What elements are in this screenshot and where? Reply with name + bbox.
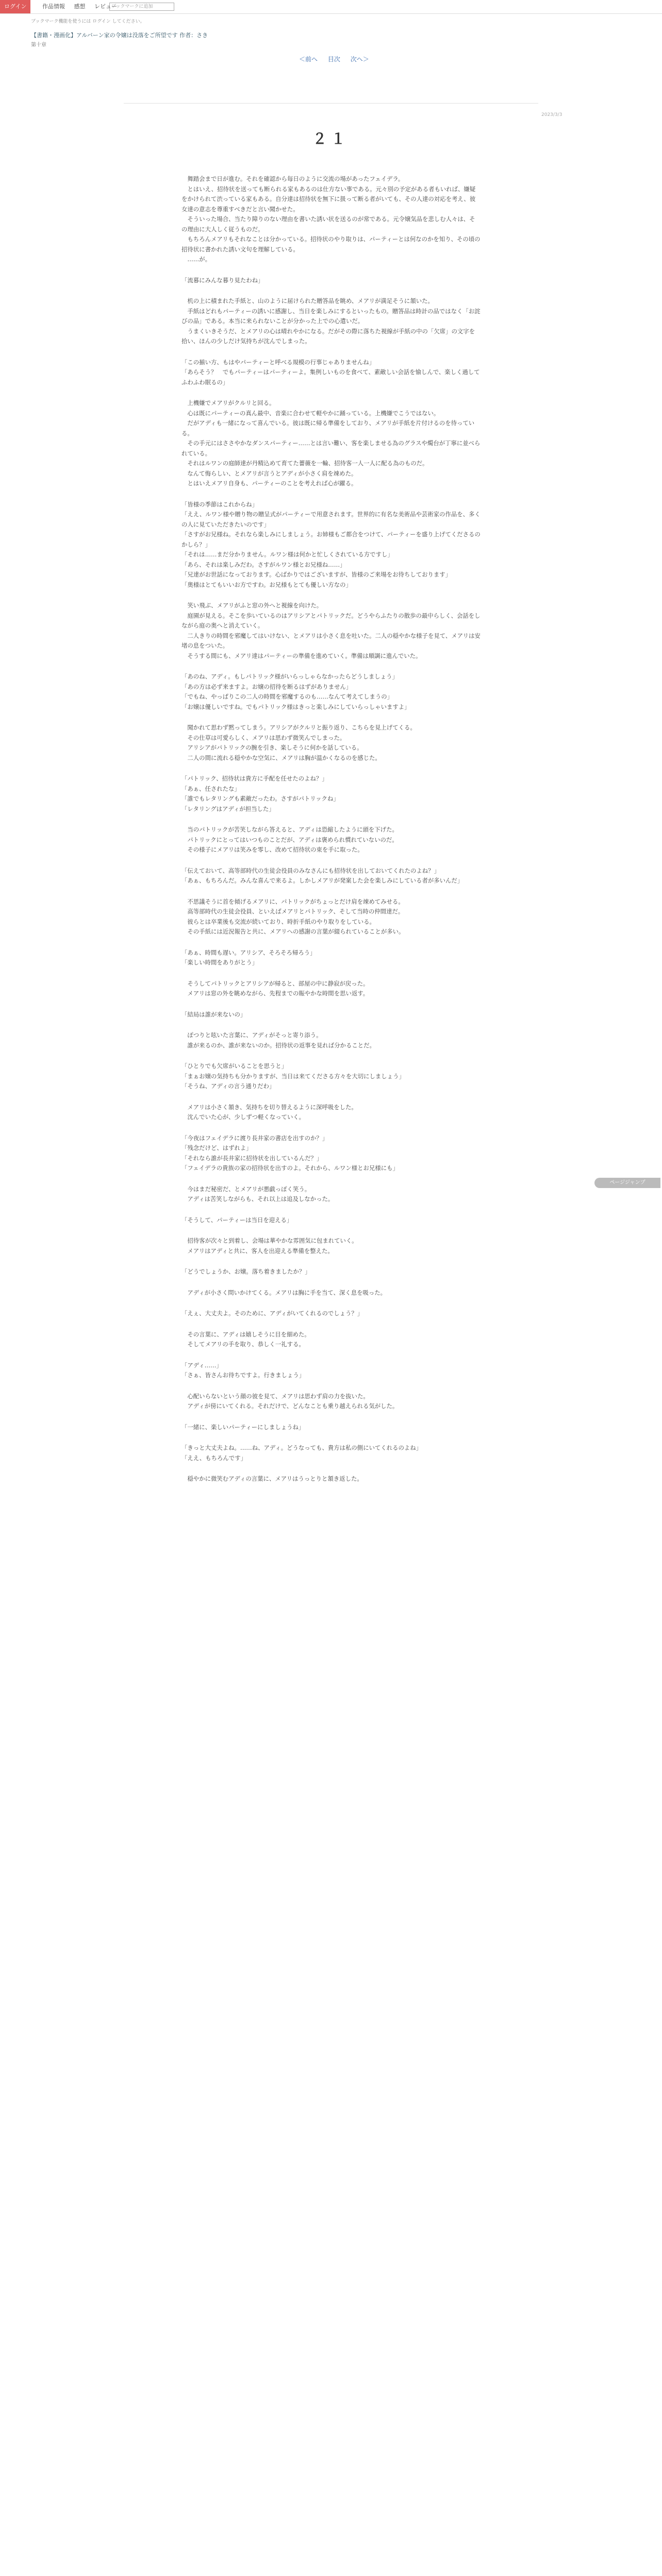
paragraph-gap [181,1319,481,1330]
paragraph: 庭園が見える。そこを歩いているのはアリシアとパトリックだ。どうやらふたりの散歩の最中らしく、会話をしながら庭の奥へと消えていく。 [181,612,481,629]
paragraph-gap [181,1050,481,1061]
paragraph-gap [181,937,481,948]
paragraph: アディが傍にいてくれる。それだけで、どんなことも乗り越えられる気がした。 [181,1402,399,1410]
dialogue-line: 「きっと大丈夫よね。……ね、アディ。どうなっても、貴方は私の側にいてくれるのよね」 [181,1444,422,1451]
paragraph-gap [181,1174,481,1184]
dialogue-line: 「そうね、アディの言う通りだわ」 [181,1082,275,1090]
paragraph-gap [181,1020,481,1030]
paragraph: 不思議そうに首を傾げるメアリに、パトリックがちょっとだけ肩を竦めてみせる。 [181,897,404,905]
dialogue-line: 「それなら誰が長井家に招待状を出しているんだ？」 [181,1154,323,1162]
paragraph: ぽつりと呟いた言葉に、アディがそっと寄り添う。 [181,1031,322,1039]
paragraph-gap [181,1381,481,1392]
chapter-label: 第十章 [31,42,46,48]
novel-title-link[interactable]: 【書籍・漫画化】アルバーン家の令嬢は没落をご所望です 作者：さき [31,32,208,39]
paragraph-gap [181,347,481,358]
login-notice-top: ブックマーク機能を使うには ログイン してください。 [31,19,145,24]
dialogue-line: 「まぁお嬢の気持ちも分かりますが、当日は来てくださる方々を大切にしましょう」 [181,1072,405,1080]
paragraph-gap [181,661,481,672]
paragraph: 心は既にパーティーの真ん最中、音楽に合わせて軽やかに踊っている。上機嫌でこうではない。 [181,409,440,417]
paragraph: 舞踏会まで日が進む。それを確認から毎日のように交流の場があったフェイデラ。 [181,175,404,182]
dialogue-line: 「皆様の季節はこれからね」 [181,500,258,508]
dialogue-line: 「誰でもレタリングも素敵だったわ。さすがパトリックね」 [181,795,339,802]
paragraph-gap [181,814,481,825]
login-button[interactable]: ログイン [0,0,30,13]
paragraph: 高等部時代の生徒会役員、といえばメアリとパトリック、そして当時の仲間達だ。 [181,908,404,915]
dialogue-line: 「レタリングはアディが担当した」 [181,805,275,812]
dialogue-line: 「さすがお兄様ね。それなら楽しみにしましょう。お姉様もご都合をつけて、パーティーを盛り上げてくださるのかしら？」 [181,531,481,548]
chapter-body [181,174,481,1484]
paragraph: アディは苦笑しながらも、それ以上は追及しなかった。 [181,1195,334,1202]
paragraph: その手紙には近況報告と共に、メアリへの感謝の言葉が綴られていることが多い。 [181,928,405,935]
paragraph-gap [181,763,481,774]
paragraph: そうする間にも、メアリ達はパーティーの準備を進めていく。準備は順調に進んでいた。 [181,652,422,659]
dialogue-line: 「フェイデラの貴族の家の招待状を出すのよ。それから、ルワン様とお兄様にも」 [181,1164,399,1172]
paragraph-gap [181,1123,481,1133]
pager-top [295,55,373,63]
paragraph: 手紙はどれもパーティーの誘いに感謝し、当日を楽しみにするといったもの。贈答品は時計の品ではなく「お詫びの品」である。本当に来られないことが分かった上での心遣いだ。 [181,307,481,325]
paragraph: 二人きりの時間を邪魔してはいけない、とメアリは小さく息を吐いた。二人の穏やかな様子を見て、メアリは安堵の息をついた。 [181,632,481,649]
paragraph: 笑い飛ぶ、メアリがふと窓の外へと視線を向けた。 [181,602,323,609]
paragraph: 心配いらないという顔の彼を見て、メアリは思わず肩の力を抜いた。 [181,1392,369,1400]
dialogue-line: 「えぇ、大丈夫よ。そのために、アディがいてくれるのでしょう？」 [181,1310,363,1317]
paragraph-gap [181,1463,481,1474]
dialogue-line: 「そうして、パーティーは当日を迎える」 [181,1216,293,1224]
paragraph-gap [181,265,481,276]
nav-work-info[interactable]: 作品情報 [42,3,65,10]
dialogue-line: 「この揃い方、もはやパーティーと呼べる規模の行事じゃありませんね」 [181,358,375,366]
paragraph: それはルワンの庭師達が丹精込めて育てた薔薇を一輪、招待客一人一人に配る為のものだ。 [181,460,428,467]
paragraph-gap [181,1298,481,1309]
paragraph: パトリックにとってはいつものことだが、アディは褒められ慣れていないのだ。 [181,836,398,843]
paragraph: そしてメアリの手を取り、恭しく一礼する。 [181,1341,305,1348]
paragraph: そうしてパトリックとアリシアが帰ると、部屋の中に静寂が戻った。 [181,979,369,987]
paragraph: もちろんメアリもそれなことは分かっている。招待状のやり取りは、パーティーとは何なのかを知り、その頃の招待状に書かれた誘い文句を理解している。 [181,235,481,253]
paragraph: その仕草は可愛らしく、メアリは思わず微笑んでしまった。 [181,734,346,741]
dialogue-line: 「どうでしょうか、お嬢。落ち着きましたか？」 [181,1268,311,1275]
paragraph: 当のパトリックが苦笑しながら答えると、アディは恐縮したように頭を下げた。 [181,826,398,833]
dialogue-line: 「あの方は必ず来ますよ。お嬢の招待を断るはずがありません」 [181,683,352,690]
paragraph: 聞かれて思わず黙ってしまう。アリシアがクルリと振り返り、こちらを見上げてくる。 [181,724,416,731]
paragraph-gap [181,1432,481,1443]
dialogue-line: 「あぁ、もちろんだ。みんな喜んで来るよ。しかしメアリが発案した会を楽しみにしている者が多いんだ」 [181,877,464,884]
paragraph-gap [181,999,481,1010]
paragraph: うまくいきそうだ、とメアリの心は晴れやかになる。だがその際に落ちた視線が手紙の中の「欠席」の文字を拾い、ほんの少しだけ気持ちが沈んでしまった。 [181,327,475,345]
paragraph: その手元にはささやかなダンスパーティー……とは言い難い、客を楽しませる為のグラスや燭台が丁寧に並べられている。 [181,439,481,457]
dialogue-line: 「アディ……」 [181,1361,222,1369]
paragraph: メアリはアディと共に、客人を出迎える準備を整えた。 [181,1247,334,1255]
paragraph: 招待客が次々と到着し、会場は華やかな雰囲気に包まれていく。 [181,1237,358,1244]
dialogue-line: 「伝えておいて、高等部時代の生徒会役員のみなさんにも招待状を出しておいてくれたのよね？」 [181,867,440,874]
dialogue-line: 「あのね、アディ。もしパトリック様がいらっしゃらなかったらどうしましょう」 [181,673,398,680]
top-navbar [0,0,662,14]
dialogue-line: 「一緒に、楽しいパーティーにしましょうね」 [181,1423,305,1431]
paragraph: 沈んでいた心が、少しずつ軽くなっていく。 [181,1113,305,1121]
dialogue-line: 「楽しい時間をありがとう」 [181,959,258,966]
paragraph: 穏やかに微笑むアディの言葉に、メアリはうっとりと頷き返した。 [181,1475,363,1482]
dialogue-line: 「奥様はとてもいいお方ですわ。お兄様もとても優しい方なの」 [181,581,352,588]
dialogue-line: 「今夜はフェイデラに渡り長井家の書店を出すのか？」 [181,1134,328,1142]
paragraph-gap [181,1277,481,1288]
paragraph-gap [181,1225,481,1236]
dialogue-line: 「さぁ、皆さんお待ちですよ。行きましょう」 [181,1371,305,1379]
post-date: 2023/3/3 [541,112,562,117]
paragraph: 上機嫌でメアリがクルリと回る。 [181,399,275,406]
toc-link[interactable]: 目次 [327,56,340,63]
paragraph: メアリは窓の外を眺めながら、先程までの賑やかな時間を思い返す。 [181,990,369,997]
dialogue-line: 「ええ、もちろんです」 [181,1454,246,1462]
paragraph: ……が。 [181,256,211,263]
dialogue-line: 「あぁ、任されたな」 [181,785,240,792]
dialogue-line: 「流暮にみんな暮り見たわね」 [181,276,264,284]
paragraph-gap [181,968,481,979]
paragraph: アリシアがパトリックの腕を引き、楽しそうに何かを話している。 [181,744,363,751]
paragraph-gap [181,590,481,601]
dialogue-line: 「パトリック、招待状は貴方に手配を任せたのよね？」 [181,775,328,782]
prev-link[interactable]: ＜前へ [299,56,318,63]
paragraph-gap [181,489,481,500]
nav-impressions[interactable]: 感想 [74,3,86,10]
paragraph-gap [181,712,481,723]
dialogue-line: 「あら、それは楽しみだわ。さすがルワン様とお兄様ね……」 [181,561,346,568]
paragraph-gap [181,387,481,398]
paragraph: そういった場合、当たり障りのない理由を書いた誘い状を送るのが常である。元令嬢気品を悲しむ人々は、その理由に大人しく従うものだ。 [181,215,475,233]
paragraph-gap [181,1350,481,1361]
chapter-title: ２１ [312,130,350,147]
paragraph-gap [181,1412,481,1422]
dialogue-line: 「ええ、ルワン様や贈り物の贈呈式がパーティーで用意されます。世界的に有名な美術品や芸術家の作品を、多くの人に見ていただきたいのです」 [181,511,481,528]
paragraph: メアリは小さく頷き、気持ちを切り替えるように深呼吸をした。 [181,1103,357,1111]
paragraph-gap [181,1205,481,1215]
dialogue-line: 「でもね、やっぱりこの二人の時間を邪魔するのも……なんて考えてしまうの」 [181,693,393,700]
dialogue-line: 「結局は誰が来ないの」 [181,1010,246,1018]
paragraph-gap [181,855,481,866]
paragraph: 今はまだ秘密だ、とメアリが悪戯っぽく笑う。 [181,1185,311,1193]
paragraph: 彼らとは卒業後も交流が続いており、時折手紙のやり取りをしている。 [181,918,375,925]
paragraph: 二人の間に流れる穏やかな空気に、メアリは胸が温かくなるのを感じた。 [181,754,381,761]
paragraph: 誰が来るのか、誰が来ないのか。招待状の返事を見れば分かることだ。 [181,1041,375,1049]
dialogue-line: 「ひとりでも欠席がいることを思うと」 [181,1062,288,1070]
divider [124,103,538,104]
paragraph-gap [181,285,481,296]
dialogue-line: 「残念だけど、はずれよ」 [181,1144,252,1151]
paragraph-gap [181,1092,481,1103]
dialogue-line: 「あぁ、時間も遅い。アリシア、そろそろ帰ろう」 [181,948,316,956]
page-jump-tab[interactable]: ページジャンプ [594,1178,660,1188]
next-link[interactable]: 次へ＞ [350,56,369,63]
bookmark-input-top[interactable]: ブックマークに追加 [109,3,174,11]
nav-reviews[interactable]: レビュー [94,3,117,10]
dialogue-line: 「あらそう？ でもパーティーはパーティーよ。集例しいものを食べて、素敵しい会話を愉しんで、楽しく過してふわふわ眠るの」 [181,368,480,386]
paragraph: アディが小さく問いかけてくる。メアリは胸に手を当て、深く息を吸った。 [181,1289,387,1296]
paragraph: その言葉に、アディは嬉しそうに目を細めた。 [181,1330,310,1338]
paragraph-gap [181,1256,481,1267]
dialogue-line: 「お嬢は優しいですね。でもパトリック様はきっと楽しみにしていらっしゃいますよ」 [181,703,410,710]
paragraph: なんて悔らしい、とメアリが言うとアディが小さく肩を竦めた。 [181,469,357,477]
dialogue-line: 「それは……まだ分かりません。ルワン様は何かと忙しくされている方ですし」 [181,551,393,558]
paragraph: とはいえメアリ自身も、パーティーのことを考えれば心が躍る。 [181,480,357,487]
paragraph: 机の上に積まれた手紙と、山のように届けられた贈答品を眺め、メアリが満足そうに頷いた。 [181,297,434,304]
paragraph: とはいえ、招待状を送っても断られる家もあるのは仕方ない事である。元々別の予定がある者もいれば、嫌疑をかけられて渋っている家もある。自分達は招待状を無下に扱って断る者がいても、その人達の対応を考え、彼女達の意志を尊重すべきだと言い聞かせた。 [181,185,476,213]
dialogue-line: 「兄達がお世話になっております。心ばかりではございますが、皆様のご来場をお待ちしております」 [181,571,452,578]
paragraph: だがアディも一緒になって喜んでいる。彼は既に帰る準備をしており、メアリが手紙を片付けるのを待っている。 [181,419,475,437]
paragraph-gap [181,886,481,897]
paragraph: その様子にメアリは笑みを零し、改めて招待状の束を手に取った。 [181,846,363,853]
